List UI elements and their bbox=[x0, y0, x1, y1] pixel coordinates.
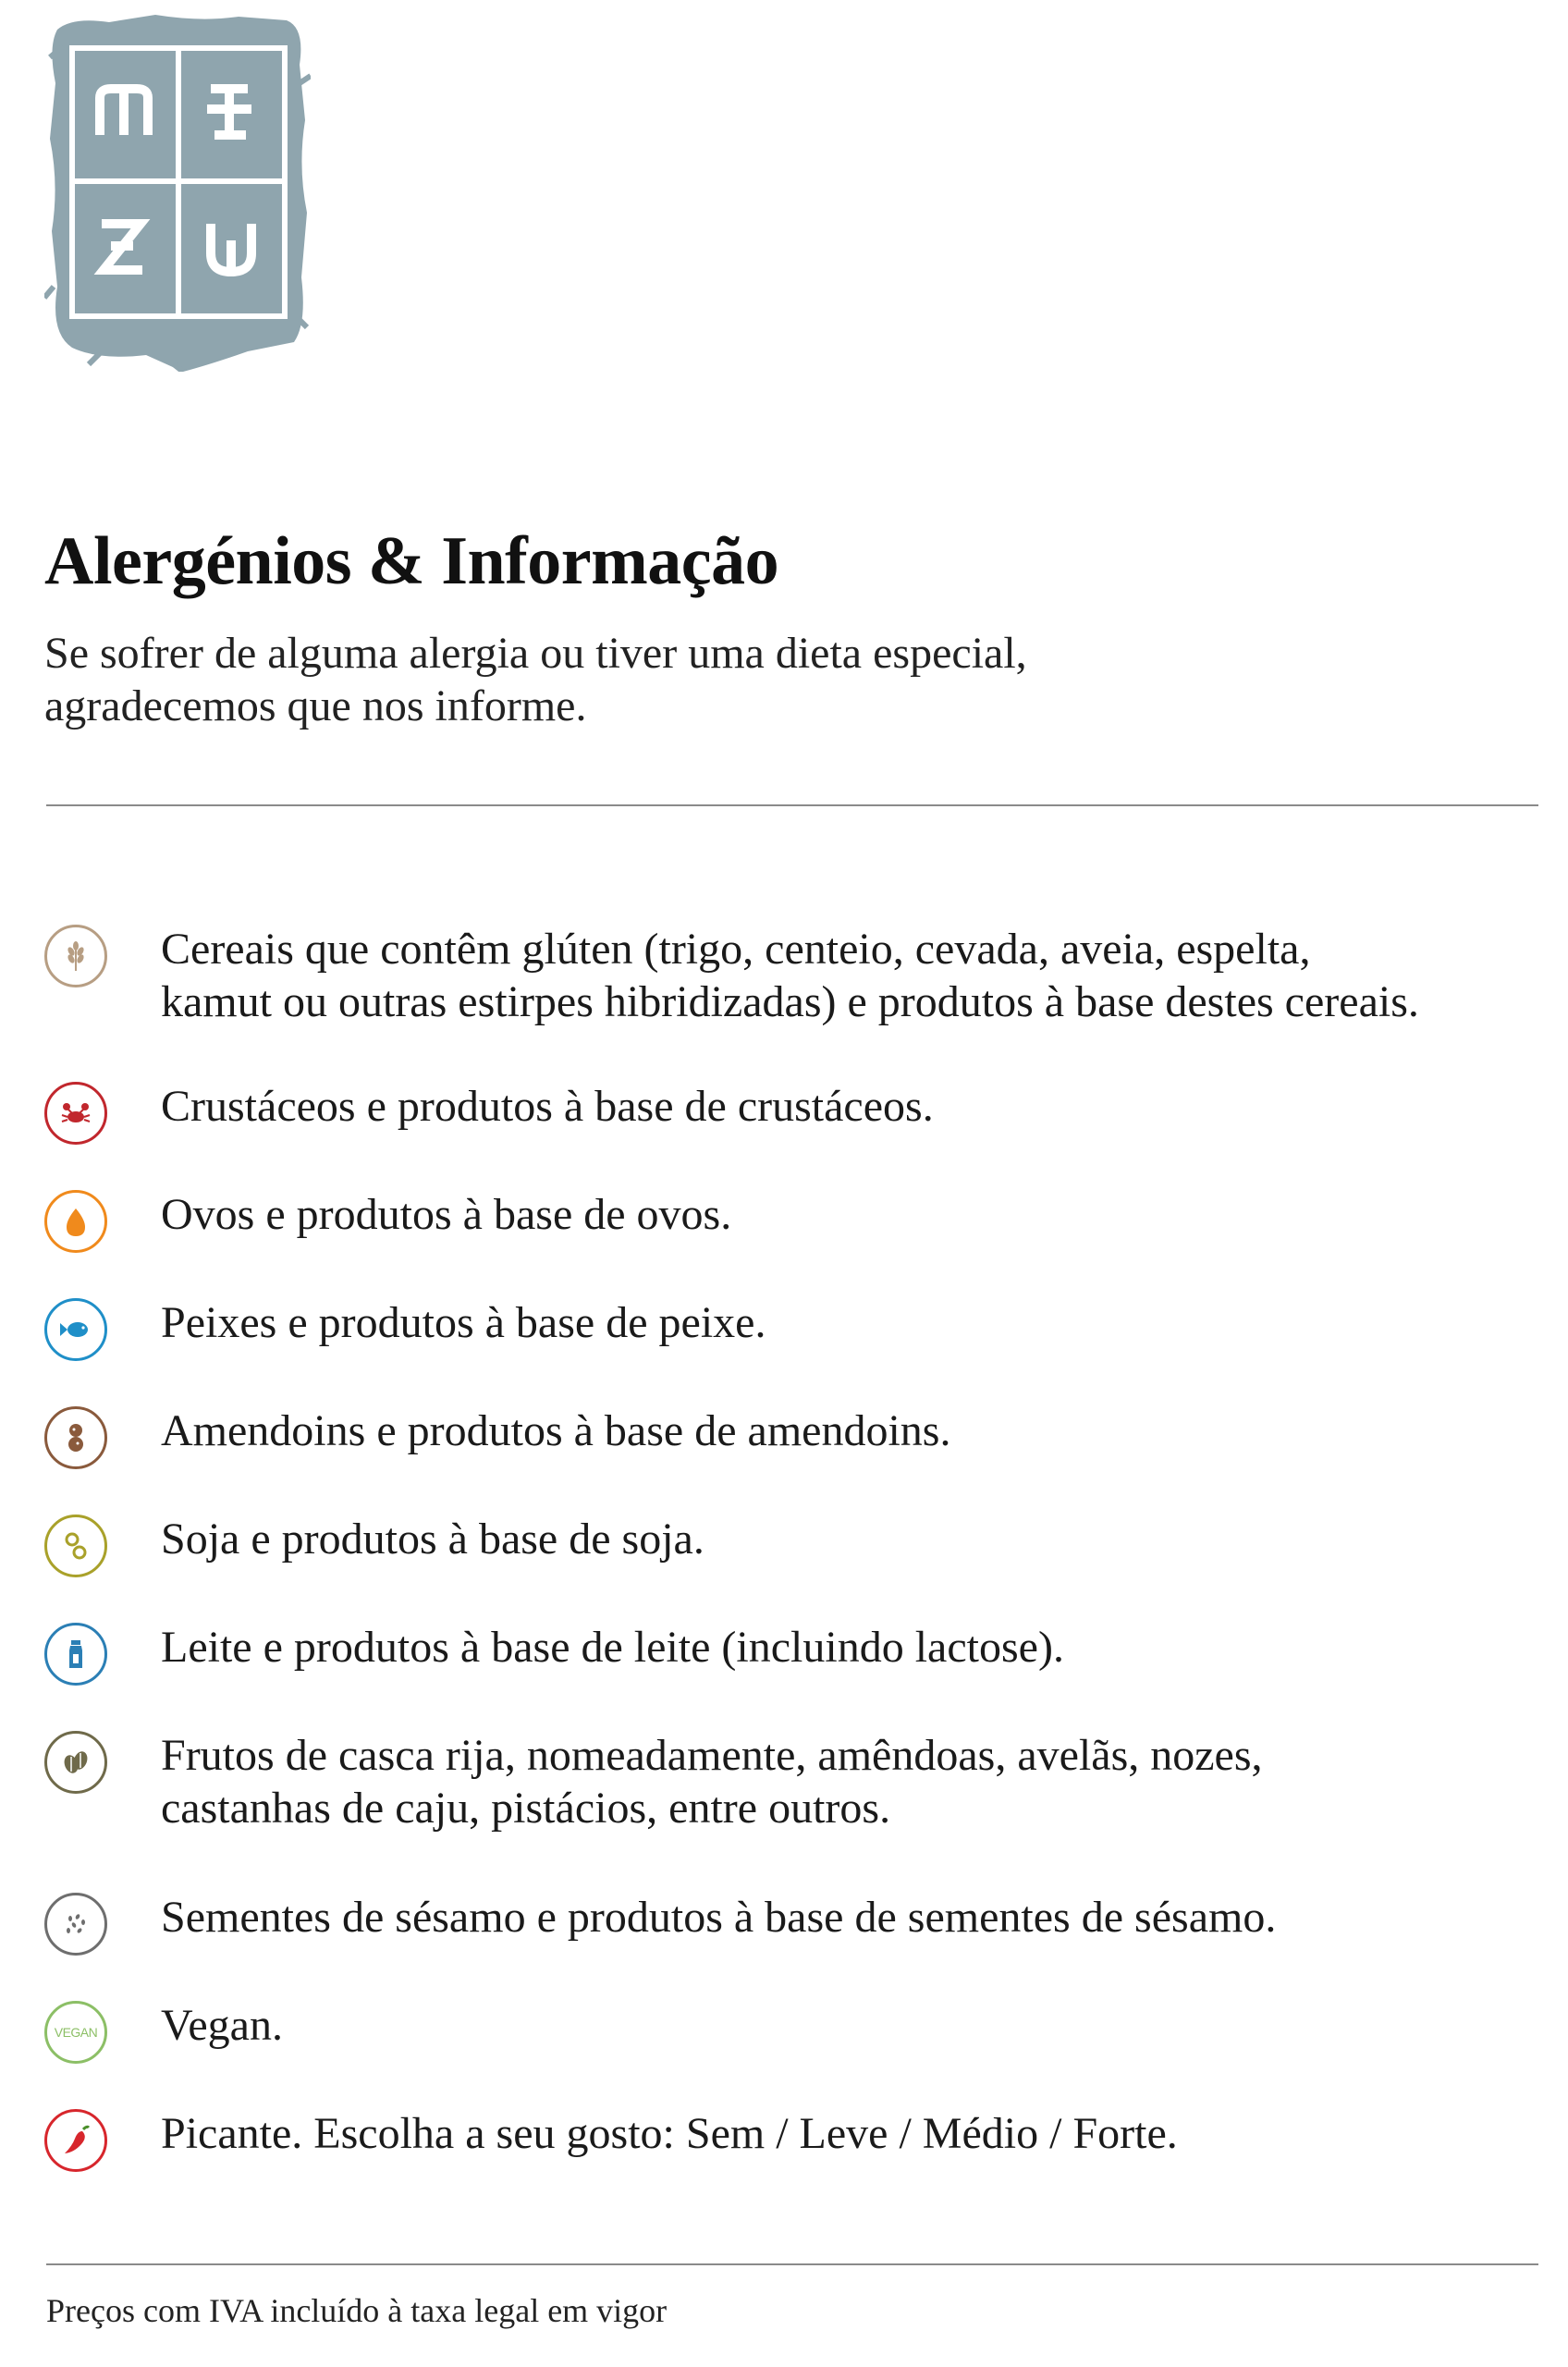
allergen-text bbox=[161, 1296, 1529, 1349]
page-subtitle bbox=[44, 627, 1246, 732]
allergen-text bbox=[161, 1999, 1529, 2052]
allergen-line: Picante. Escolha a seu gosto: Sem / Leve / Médio / Forte. bbox=[161, 2109, 1178, 2158]
allergen-line: Cereais que contêm glúten (trigo, centeio, cevada, aveia, espelta, bbox=[161, 925, 1311, 974]
allergen-line: Frutos de casca rija, nomeadamente, amêndoas, avelãs, nozes, bbox=[161, 1731, 1263, 1780]
crab-icon bbox=[44, 1082, 107, 1145]
allergen-text bbox=[161, 923, 1529, 1028]
nuts-icon bbox=[44, 1731, 107, 1794]
mizu-logo bbox=[44, 9, 311, 372]
soy-icon bbox=[44, 1515, 107, 1577]
allergen-text bbox=[161, 1513, 1529, 1565]
footer-note: Preços com IVA incluído à taxa legal em vigor bbox=[46, 2292, 668, 2329]
milk-icon bbox=[44, 1623, 107, 1686]
allergen-line: kamut ou outras estirpes hibridizadas) e produtos à base destes cereais. bbox=[161, 977, 1419, 1026]
allergen-line: Leite e produtos à base de leite (incluindo lactose). bbox=[161, 1623, 1064, 1672]
allergen-text bbox=[161, 1080, 1529, 1133]
allergen-text bbox=[161, 1891, 1529, 1944]
allergen-text bbox=[161, 1188, 1529, 1241]
chili-icon bbox=[44, 2109, 107, 2172]
allergen-text bbox=[161, 1404, 1529, 1457]
allergen-text bbox=[161, 2107, 1529, 2160]
wheat-icon bbox=[44, 925, 107, 987]
page-title: Alergénios & Informação bbox=[44, 523, 779, 599]
allergen-text bbox=[161, 1729, 1529, 1834]
allergen-line: Soja e produtos à base de soja. bbox=[161, 1515, 704, 1564]
allergen-line: Crustáceos e produtos à base de crustáceos. bbox=[161, 1082, 934, 1131]
egg-icon bbox=[44, 1190, 107, 1253]
fish-icon bbox=[44, 1298, 107, 1361]
subtitle-line: Se sofrer de alguma alergia ou tiver uma dieta especial, bbox=[44, 629, 1027, 678]
allergen-line: Sementes de sésamo e produtos à base de sementes de sésamo. bbox=[161, 1893, 1277, 1942]
vegan-icon bbox=[44, 2001, 107, 2064]
allergen-text bbox=[161, 1621, 1529, 1674]
allergen-line: Ovos e produtos à base de ovos. bbox=[161, 1190, 732, 1239]
allergen-line: Vegan. bbox=[161, 2001, 283, 2050]
allergen-line: Peixes e produtos à base de peixe. bbox=[161, 1298, 766, 1347]
vegan-icon-label: VEGAN bbox=[54, 2025, 98, 2040]
peanut-icon bbox=[44, 1406, 107, 1469]
allergen-line: castanhas de caju, pistácios, entre outros. bbox=[161, 1784, 891, 1833]
divider bbox=[46, 2263, 1538, 2265]
allergen-line: Amendoins e produtos à base de amendoins. bbox=[161, 1406, 951, 1455]
subtitle-line: agradecemos que nos informe. bbox=[44, 681, 587, 730]
sesame-icon bbox=[44, 1893, 107, 1956]
divider bbox=[46, 804, 1538, 806]
